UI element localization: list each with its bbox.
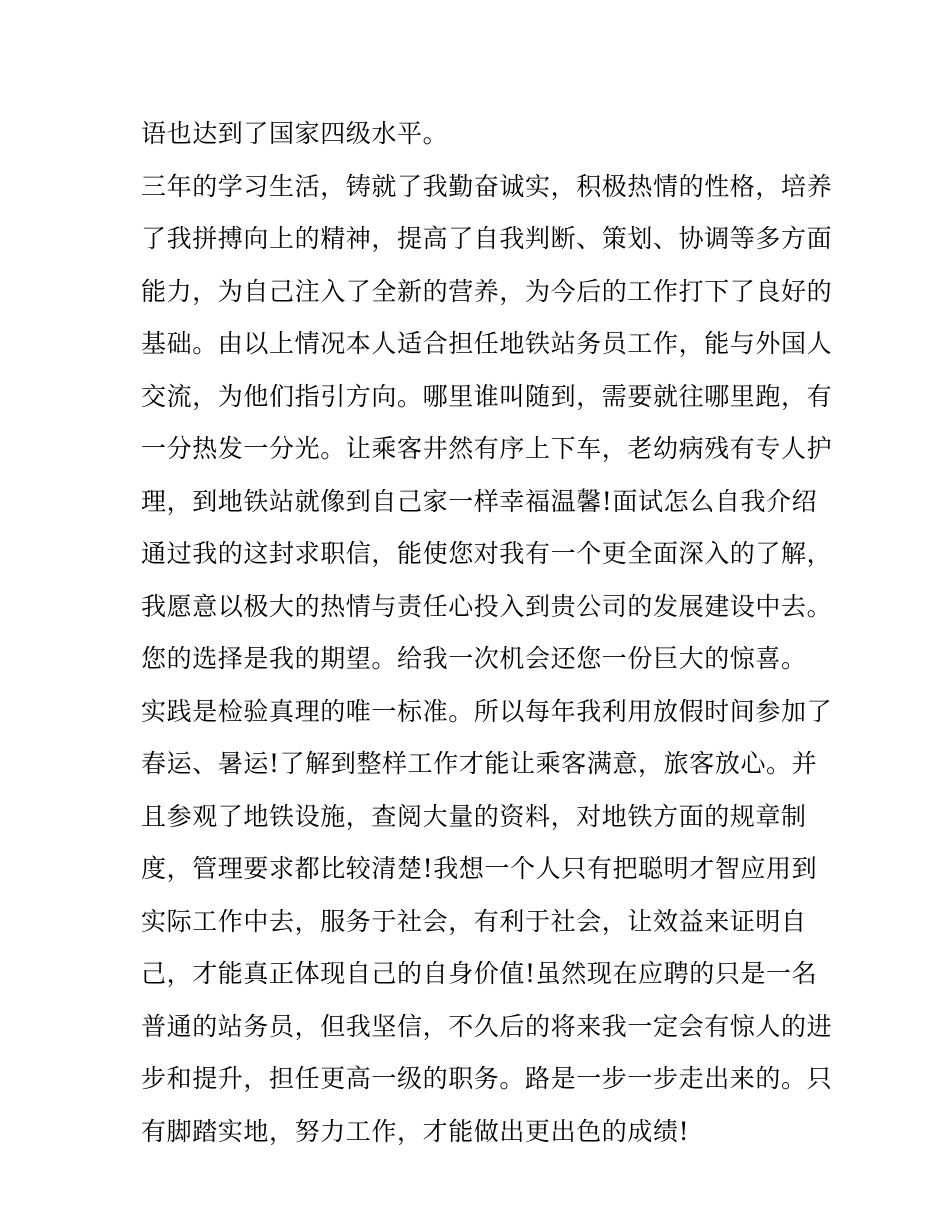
text-line: 理，到地铁站就像到自己家一样幸福温馨!面试怎么自我介绍 [141, 486, 818, 516]
text-line: 步和提升，担任更高一级的职务。路是一步一步走出来的。只 [141, 1064, 833, 1093]
text-line: 语也达到了国家四级水平。 [141, 119, 449, 148]
text-line: 度，管理要求都比较清楚!我想一个人只有把聪明才智应用到 [141, 854, 818, 883]
text-line: 能力，为自己注入了全新的营养，为今后的工作打下了良好的 [141, 276, 833, 306]
body-text [141, 108, 833, 1158]
text-line: 实际工作中去，服务于社会，有利于社会，让效益来证明自 [141, 906, 807, 936]
text-line: 且参观了地铁设施，查阅大量的资料，对地铁方面的规章制 [141, 801, 807, 831]
text-line: 实践是检验真理的唯一标准。所以每年我利用放假时间参加了 [141, 696, 833, 726]
text-line: 一分热发一分光。让乘客井然有序上下车，老幼病残有专人护 [141, 434, 833, 463]
text-line: 基础。由以上情况本人适合担任地铁站务员工作，能与外国人 [141, 329, 833, 358]
text-line: 春运、暑运!了解到整样工作才能让乘客满意，旅客放心。并 [141, 749, 818, 778]
text-line: 通过我的这封求职信，能使您对我有一个更全面深入的了解， [141, 539, 833, 568]
text-line: 己，才能真正体现自己的自身价值!虽然现在应聘的只是一名 [141, 959, 818, 988]
text-line: 了我拼搏向上的精神，提高了自我判断、策划、协调等多方面 [141, 224, 833, 253]
text-line: 有脚踏实地，努力工作，才能做出更出色的成绩! [141, 1116, 690, 1146]
text-line: 我愿意以极大的热情与责任心投入到贵公司的发展建设中去。 [141, 591, 833, 621]
text-line: 交流，为他们指引方向。哪里谁叫随到，需要就往哪里跑，有 [141, 381, 833, 411]
text-line: 三年的学习生活，铸就了我勤奋诚实，积极热情的性格，培养 [141, 171, 833, 201]
text-line: 普通的站务员，但我坚信，不久后的将来我一定会有惊人的进 [141, 1011, 833, 1041]
text-line: 您的选择是我的期望。给我一次机会还您一份巨大的惊喜。 [141, 644, 807, 673]
